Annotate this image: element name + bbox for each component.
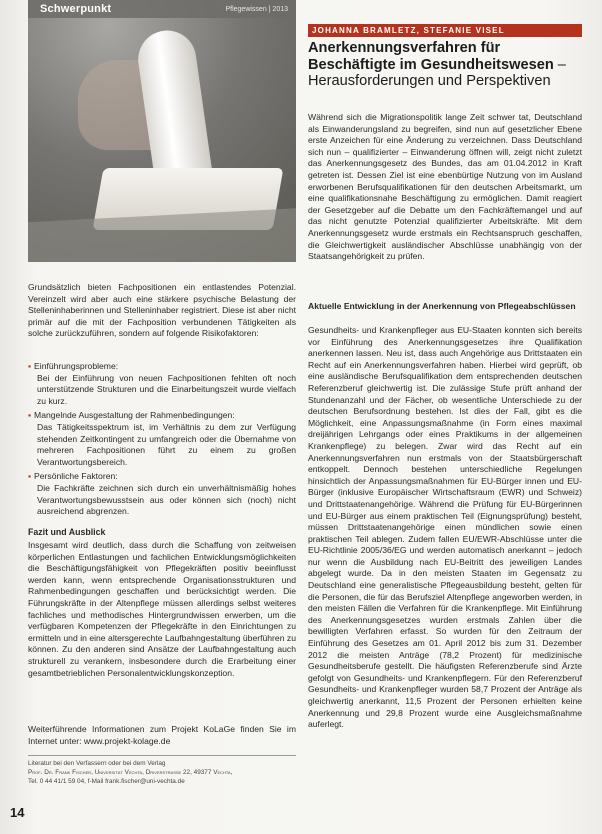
- title-dash: –: [553, 56, 566, 73]
- more-info-paragraph: Weiterführende Informationen zum Projekt KoLaGe finden Sie im Internet unter: www.projekt-kolage.de: [28, 724, 296, 746]
- risk-description: Bei der Einführung von neuen Fachpositionen fehlten oft noch unterstützende Strukturen und die Einarbeitungszeit wurde vielfach zu kurz.: [37, 372, 296, 406]
- fazit-paragraph: Insgesamt wird deutlich, dass durch die Schaffung von zeitweisen körperlichen Entlastungen und fachlichen Entwicklungsmöglichkeiten die Beschäftigungsfähigkeit von Pflegekräften positiv beeinflusst werden kann, wenn entsprechende Organisationsstrukturen und Rahmenbedingungen geschaffen und berücksichtigt werden. Die Führungskräfte in der Altenpflege müssen allerdings selbst weiteres fachliches und methodisches Hintergrundwissen erwerben, um die verfügbaren Kompetenzen der Pflegekräfte in den Einrichtungen zu ermitteln und in eine altersgerechte Laufbahngestaltung überführen zu können. Zu den anderen sind Ansätze der Laufbahngestaltung auch strukturell zu verankern, insbesondere durch die Erarbeitung einer gesamtbetrieblichen Personalentwicklungskonzeption.: [28, 540, 296, 678]
- list-item: [28, 361, 296, 407]
- bullet-icon: ▪: [28, 410, 32, 421]
- contact-line: Tel. 0 44 41/1 59 04, f-Mail frank.fischer@uni-vechta.de: [28, 778, 185, 785]
- issue-label: Pflegewissen | 2013: [225, 6, 288, 13]
- risk-factor-list: [28, 361, 296, 521]
- bullet-icon: ▪: [28, 361, 32, 371]
- fazit-heading: Fazit und Ausblick: [28, 527, 106, 537]
- contact-label: Literatur bei den Verfassern oder bei dem Verlag: [28, 760, 166, 767]
- contact-author: Prof. Dr. Frank Fischer, Universität Vechta, Driverstraße 22, 49377 Vechta,: [28, 769, 233, 776]
- risk-description: Das Tätigkeitsspektrum ist, im Verhältnis zu dem zur Verfügung stehenden Zeitkontingent zu umfangreich oder die Übernahme von mehreren Fachpositionen führt zu einem zu großen Verantwortungsbereich.: [37, 421, 296, 467]
- list-item: [28, 410, 296, 468]
- title-sub: Herausforderungen und Perspektiven: [308, 73, 551, 90]
- article-body: Gesundheits- und Krankenpfleger aus EU-Staaten konnten sich bereits vor Einführung des Anerkennungsgesetzes ihre Qualifikation anerkennen lassen. Neu ist, dass auch Angehörige aus Drittstaaten ein Recht auf ein Anerkennungsverfahren haben. Hierbei wird geprüft, ob eine ausländische Berufsqualifikation dem entsprechenden deutschen Referenzberuf gleichwertig ist. Die zulässige Stufe prüft anhand der Stundenanzahl und der Fächer, ob wesentliche Unterschiede zu der deutschen Berufsordnung bestehen. Ist dies der Fall, gibt es die Möglichkeit, eine Anpassungsmaßnahme (in Form eines maximal dreijährigen Lehrgangs oder eines Praktikums in der allgemeinen Krankenpflege) zu belegen. Zwar wird das Recht auf ein Anerkennungsverfahren nun erstmals von der Staatsbürgerschaft entkoppelt. Dennoch bestehen unterschiedliche Regelungen hinsichtlich der Anpassungsmaßnahmen für EU-Bürger innen und EU-Bürger (inklusive Europäischer Wirtschaftsraum (EWR) und Schweiz) und Drittstaatenangehörige. Während die Prüfung für EU-Bürgerinnen und EU-Bürger aus einem praktischen Teil (Eignungsprüfung) besteht, müssen Drittstaatenangehörige einen mündlichen sowie einen praktischen Teil ablegen. Zudem fallen EU/EWR-Abschlüsse unter die EU-Richtlinie 2005/36/EG und werden automatisch anerkannt – jedoch nur wenn die Ausbildung nach EU-Beitritt des jeweiligen Landes abgelegt wurde. Da in den meisten Staaten im Gegensatz zu Deutschland eine generalistische Pflegeausbildung besteht, gelten für die Personen, die für das Berufsziel Altenpflege angeworben werden, in den meisten Fällen die Verfahren für die Krankenpflege. Mit Einführung des Anerkennungsgesetzes wurden erstmals Zahlen über die bewilligten Verfahren erfasst. So wurden für den Zeitraum der Einführung des Gesetzes am 01. April 2012 bis zum 31. Dezember 2012 die meisten Anträge (78,2 Prozent) für medizinische Gesundheitsberufe gestellt. Die häufigsten Referenzberufe sind Ärzte gefolgt von Gesundheits- und Krankenpflegern. Für den Referenzberuf Gesundheits- und Krankenpfleger wurden 58,7 Prozent der Anträge als gleichwertig anerkannt, 11,5 Prozent der Personen erhielten keine Anerkennung und 29,8 Prozent wurde eine Ausgleichsmaßnahme auferlegt.: [308, 325, 582, 730]
- contact-block: [28, 759, 296, 786]
- page-number: 14: [10, 805, 25, 820]
- risk-description: Die Fachkräfte zeichnen sich durch ein unverhältnismäßig hohes Verantwortungsbewusstsein aus oder können sich (noch) nicht ausreichend abgrenzen.: [37, 482, 296, 517]
- bullet-icon: ▪: [28, 471, 32, 482]
- title-main: Anerkennungsverfahren für Beschäftigte im Gesundheitswesen: [308, 40, 554, 73]
- article-title: [308, 40, 582, 90]
- risk-heading: Einführungsprobleme:: [34, 361, 119, 371]
- risk-heading: Mangelnde Ausgestaltung der Rahmenbedingungen:: [34, 410, 235, 421]
- section-heading: Aktuelle Entwicklung in der Anerkennung von Pflegeabschlüssen: [308, 301, 576, 311]
- paper-shape: [28, 207, 296, 262]
- article-intro: Während sich die Migrationspolitik lange Zeit schwer tat, Deutschland als Einwanderungsland zu begreifen, sind nun auf gesetzlicher Ebene erste Anzeichen für eine Änderung zu verzeichnen. Dass Deutschland sich nun – qualifizierter – Einwanderung öffnen will, zeigt nicht zuletzt das Anerkennungsgesetz des Bundes, das am 01.04.2012 in Kraft getreten ist. Dessen Ziel ist eine ebenbürtige Nutzung von im Ausland erworbenen Berufsqualifikationen für den deutschen Arbeitsmarkt, um eine qualifikationsnahe Beschäftigung zu ermöglichen. Damit reagiert der Gesetzgeber auf die Debatte um den Fachkräftemangel und auf das nicht genutzte Potenzial qualifizierter Arbeitskräfte. Mit dem Anerkennungsgesetz wurde erstmals ein Rechtsanspruch geschaffen, die Gleichwertigkeit ausländischer Abschlüsse unabhängig von der Staatsangehörigkeit zu prüfen.: [308, 112, 582, 262]
- list-item: [28, 471, 296, 517]
- section-label: Schwerpunkt: [40, 3, 112, 15]
- stamp-photo: [28, 0, 296, 262]
- divider: [28, 755, 296, 756]
- risk-heading: Persönliche Faktoren:: [34, 471, 118, 482]
- author-names: JOHANNA BRAMLETZ, STEFANIE VISEL: [312, 26, 505, 35]
- intro-paragraph: Grundsätzlich bieten Fachpositionen ein entlastendes Potenzial. Vereinzelt wird aber auch eine stärkere psychische Belastung der Stelleninhaberinnen und Stelleninhaber registriert. Diese ist aber nicht primär auf die mit der Fachposition verbundenen Tätigkeiten als solche zurückzuführen, sondern auf folgende Risikofaktoren:: [28, 282, 296, 339]
